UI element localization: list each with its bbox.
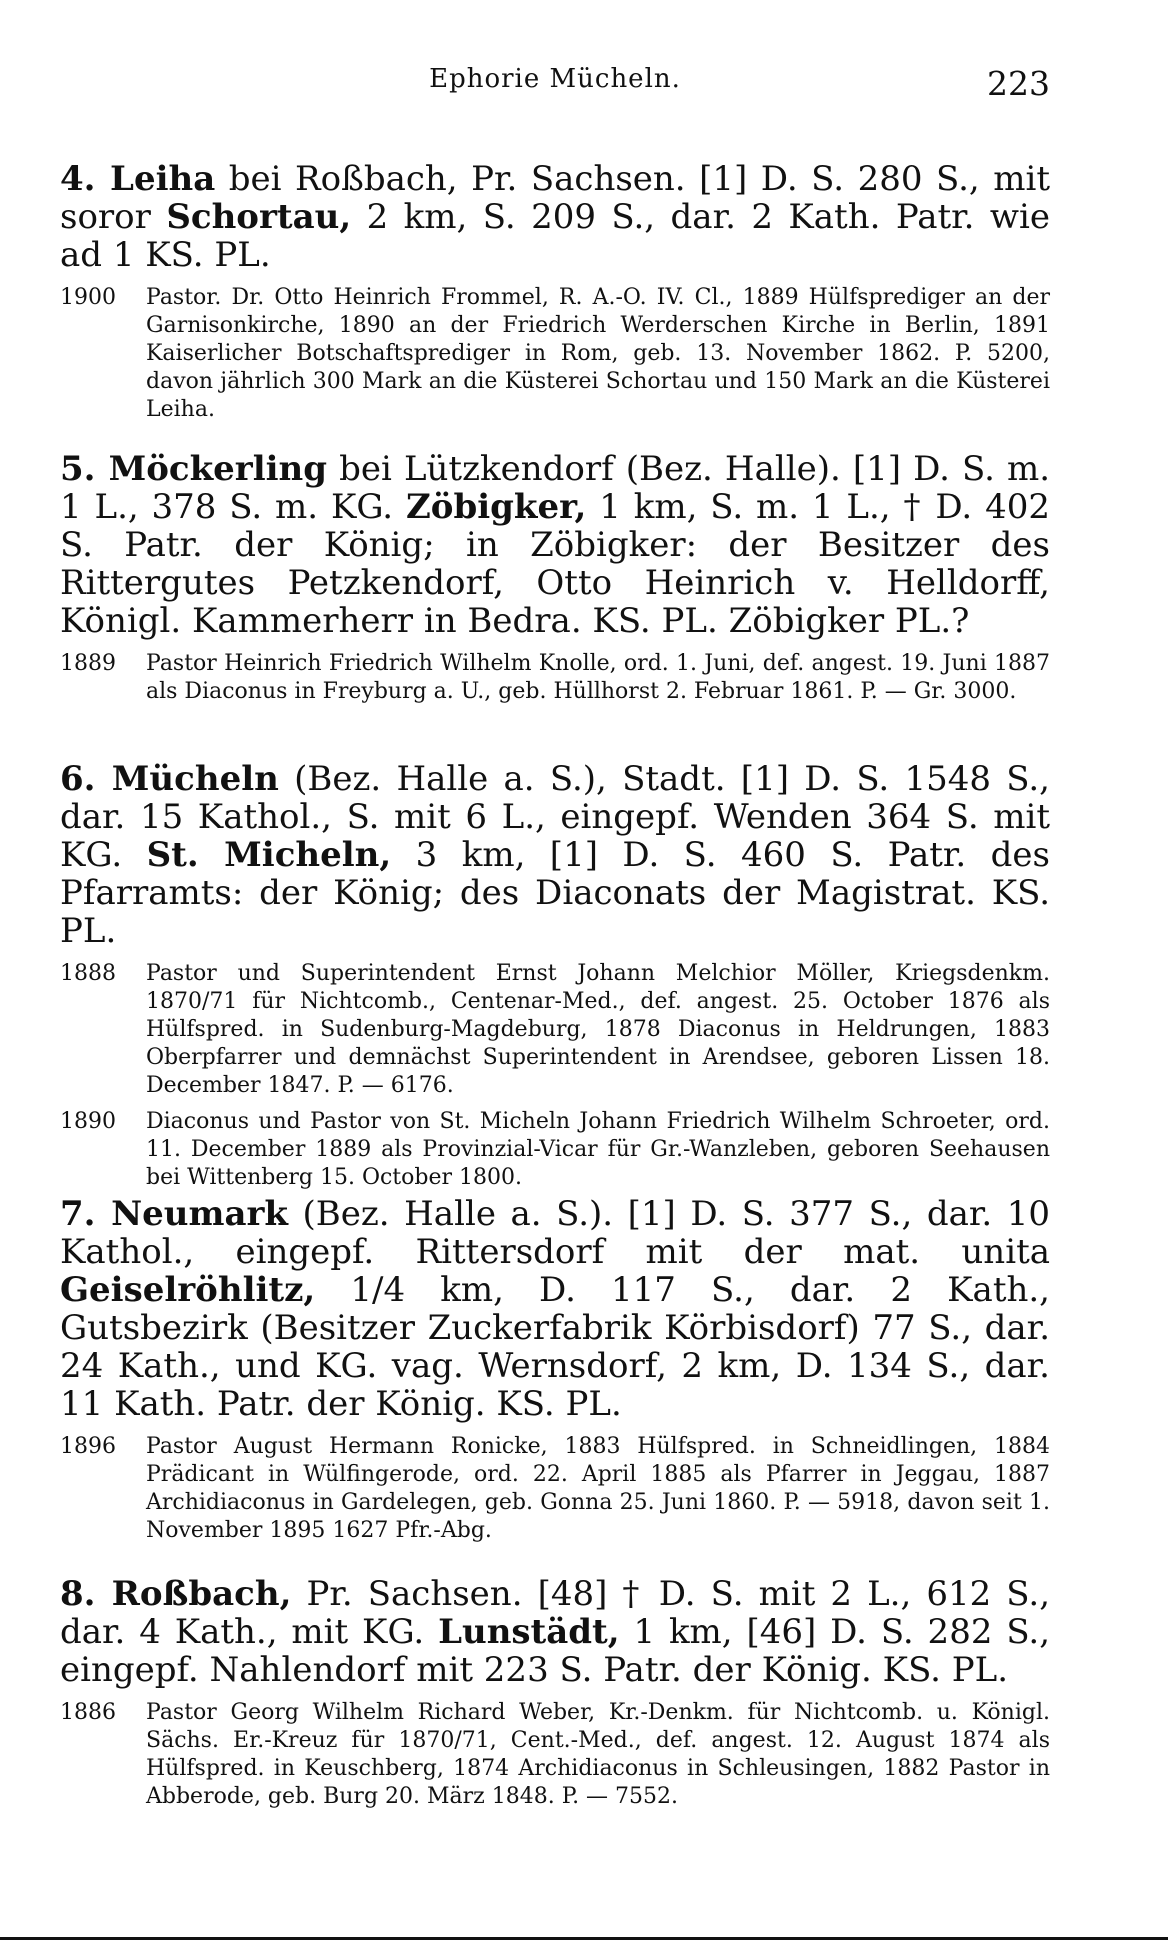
clergy-record bbox=[60, 1699, 1050, 1811]
entry-heading bbox=[60, 450, 1050, 640]
clergy-record bbox=[60, 650, 1050, 706]
parish-entry bbox=[60, 1195, 1050, 1545]
parish-entry bbox=[60, 760, 1050, 1192]
parish-entry bbox=[60, 160, 1050, 424]
entry-text: Pr. Sachsen. [48] † D. S. mit 2 L., 612 S., dar. 4 Kath., mit KG. bbox=[60, 1574, 1050, 1652]
entry-heading bbox=[60, 1195, 1050, 1423]
clergy-text: Pastor. Dr. Otto Heinrich Frommel, R. A.-O. IV. Cl., 1889 Hülfsprediger an der Garnisonkirche, 1890 an der Friedrich Werderschen Kirche in Berlin, 1891 Kaiserlicher Botschaftsprediger in Rom, geb. 13. November 1862. P. 5200, davon jährlich 300 Mark an die Küsterei Schortau und 150 Mark an die Küsterei Leiha. bbox=[146, 285, 1050, 422]
clergy-record bbox=[60, 960, 1050, 1100]
clergy-record bbox=[60, 1433, 1050, 1545]
entry-title: 4. Leiha bbox=[60, 159, 216, 199]
clergy-year: 1896 bbox=[60, 1434, 116, 1459]
clergy-year: 1900 bbox=[60, 285, 116, 310]
clergy-record bbox=[60, 284, 1050, 424]
clergy-text: Pastor und Superintendent Ernst Johann Melchior Möller, Kriegsdenkm. 1870/71 für Nichtcomb., Centenar-Med., def. angest. 25. October 1876 als Hülfspred. in Sudenburg-Magdeburg, 1878 Diaconus in Heldrungen, 1883 Oberpfarrer und demnächst Superintendent in Arendsee, geboren Lissen 18. December 1847. P. — 6176. bbox=[146, 961, 1050, 1098]
parish-entry bbox=[60, 450, 1050, 706]
entry-title: 6. Mücheln bbox=[60, 759, 279, 799]
sub-place-name: St. Micheln, bbox=[146, 835, 392, 875]
sub-place-name: Lunstädt, bbox=[438, 1612, 620, 1652]
entry-heading bbox=[60, 760, 1050, 950]
entry-text-cont: 3 km, [1] D. S. 460 S. Patr. des Pfarramts: der König; des Diaconats der Magistrat. KS. PL. bbox=[60, 835, 1051, 951]
sub-place-name: Geiselröhlitz, bbox=[60, 1270, 316, 1310]
entry-text-cont: 1 km, S. m. 1 L., † D. 402 S. Patr. der König; in Zöbigker: der Besitzer des Rittergutes Petzkendorf, Otto Heinrich v. Helldorff, Königl. Kammerherr in Bedra. KS. PL. Zöbigker PL.? bbox=[60, 487, 1050, 641]
entry-title: 5. Möckerling bbox=[60, 449, 328, 489]
clergy-year: 1889 bbox=[60, 651, 116, 676]
page-bottom-rule bbox=[0, 1937, 1168, 1940]
clergy-year: 1888 bbox=[60, 961, 116, 986]
entry-text-cont: 1 km, [46] D. S. 282 S., eingepf. Nahlendorf mit 223 S. Patr. der König. KS. PL. bbox=[60, 1612, 1051, 1690]
sub-place-name: Schortau, bbox=[166, 197, 352, 237]
sub-place-name: Zöbigker, bbox=[405, 487, 587, 527]
entry-text-cont: 1/4 km, D. 117 S., dar. 2 Kath., Gutsbezirk (Besitzer Zuckerfabrik Körbisdorf) 77 S., dar. 24 Kath., und KG. vag. Wernsdorf, 2 km, D. 134 S., dar. 11 Kath. Patr. der König. KS. PL. bbox=[60, 1270, 1050, 1424]
entry-heading bbox=[60, 1575, 1050, 1689]
running-title: Ephorie Mücheln. bbox=[429, 64, 681, 94]
entry-text: (Bez. Halle a. S.), Stadt. [1] D. S. 1548 S., dar. 15 Kathol., S. mit 6 L., eingepf. Wenden 364 S. mit KG. bbox=[60, 759, 1050, 875]
entry-text: bei Roßbach, Pr. Sachsen. [1] D. S. 280 S., mit soror bbox=[60, 159, 1050, 237]
clergy-text: Pastor Georg Wilhelm Richard Weber, Kr.-Denkm. für Nichtcomb. u. Königl. Sächs. Er.-Kreuz für 1870/71, Cent.-Med., def. angest. 12. August 1874 als Hülfspred. in Keuschberg, 1874 Archidiaconus in Schleusingen, 1882 Pastor in Abberode, geb. Burg 20. März 1848. P. — 7552. bbox=[146, 1700, 1050, 1809]
entry-text-cont: 2 km, S. 209 S., dar. 2 Kath. Patr. wie ad 1 KS. PL. bbox=[60, 197, 1050, 275]
entry-title: 8. Roßbach, bbox=[60, 1574, 292, 1614]
page-number: 223 bbox=[987, 64, 1050, 103]
parish-entry bbox=[60, 1575, 1050, 1811]
clergy-text: Diaconus und Pastor von St. Micheln Johann Friedrich Wilhelm Schroeter, ord. 11. December 1889 als Provinzial-Vicar für Gr.-Wanzleben, geboren Seehausen bei Wittenberg 15. October 1800. bbox=[146, 1109, 1050, 1190]
running-header bbox=[60, 64, 1050, 104]
clergy-record bbox=[60, 1108, 1050, 1192]
entry-heading bbox=[60, 160, 1050, 274]
clergy-text: Pastor August Hermann Ronicke, 1883 Hülfspred. in Schneidlingen, 1884 Prädicant in Wülfingerode, ord. 22. April 1885 als Pfarrer in Jeggau, 1887 Archidiaconus in Gardelegen, geb. Gonna 25. Juni 1860. P. — 5918, davon seit 1. November 1895 1627 Pfr.-Abg. bbox=[146, 1434, 1050, 1543]
entry-text: bei Lützkendorf (Bez. Halle). [1] D. S. m. 1 L., 378 S. m. KG. bbox=[60, 449, 1051, 527]
entry-title: 7. Neumark bbox=[60, 1194, 288, 1234]
clergy-text: Pastor Heinrich Friedrich Wilhelm Knolle, ord. 1. Juni, def. angest. 19. Juni 1887 als Diaconus in Freyburg a. U., geb. Hüllhorst 2. Februar 1861. P. — Gr. 3000. bbox=[146, 651, 1050, 704]
entry-text: (Bez. Halle a. S.). [1] D. S. 377 S., dar. 10 Kathol., eingepf. Rittersdorf mit der mat. unita bbox=[60, 1194, 1050, 1272]
clergy-year: 1890 bbox=[60, 1109, 116, 1134]
clergy-year: 1886 bbox=[60, 1700, 116, 1725]
